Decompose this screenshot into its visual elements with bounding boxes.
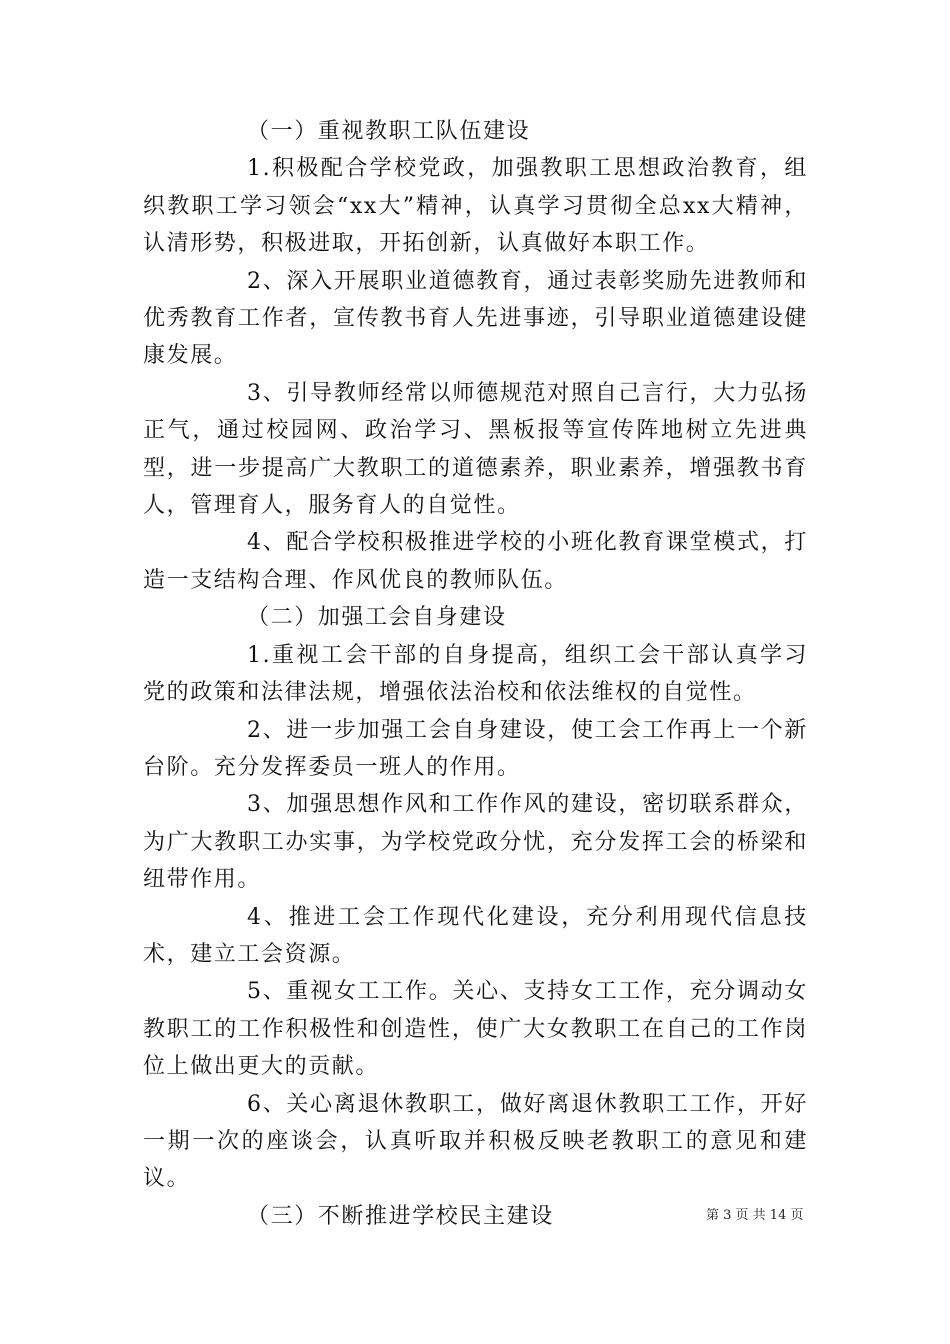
section-1-item-1: 1.积极配合学校党政，加强教职工思想政治教育，组织教职工学习领会“xx大”精神，认真学习贯彻全总xx大精神，认清形势，积极进取，开拓创新，认真做好本职工作。 <box>143 156 808 257</box>
section-1-item-3: 3、引导教师经常以师德规范对照自己言行，大力弘扬正气，通过校园网、政治学习、黑板报等宣传阵地树立先进典型，进一步提高广大教职工的道德素养，职业素养，增强教书育人，管理育人，服务育人的自觉性。 <box>143 380 808 519</box>
section-2-item-4: 4、推进工会工作现代化建设，充分利用现代信息技术，建立工会资源。 <box>143 904 808 967</box>
section-2-item-1: 1.重视工会干部的自身提高，组织工会干部认真学习党的政策和法律法规，增强依法治校和依法维权的自觉性。 <box>143 642 808 706</box>
section-3-heading: （三）不断推进学校民主建设 <box>247 1203 554 1229</box>
section-2-item-2: 2、进一步加强工会自身建设，使工会工作再上一个新台阶。充分发挥委员一班人的作用。 <box>143 717 808 780</box>
section-2-heading: （二）加强工会自身建设 <box>247 605 507 631</box>
section-2-item-5: 5、重视女工工作。关心、支持女工工作，充分调动女教职工的工作积极性和创造性，使广大女教职工在自己的工作岗位上做出更大的贡献。 <box>143 979 808 1080</box>
section-1-heading: （一）重视教职工队伍建设 <box>247 119 531 144</box>
document-body <box>143 113 808 1235</box>
section-2-item-6: 6、关心离退休教职工，做好离退休教职工工作，开好一期一次的座谈会，认真听取并积极反映老教职工的意见和建议。 <box>143 1091 808 1192</box>
section-2-item-3: 3、加强思想作风和工作作风的建设，密切联系群众，为广大教职工办实事，为学校党政分忧，充分发挥工会的桥梁和纽带作用。 <box>143 792 808 893</box>
section-1-item-2: 2、深入开展职业道德教育，通过表彰奖励先进教师和优秀教育工作者，宣传教书育人先进事迹，引导职业道德建设健康发展。 <box>143 268 808 369</box>
section-1-item-4: 4、配合学校积极推进学校的小班化教育课堂模式，打造一支结构合理、作风优良的教师队伍。 <box>143 530 808 593</box>
page-number-footer: 第 3 页 共 14 页 <box>706 1208 804 1223</box>
